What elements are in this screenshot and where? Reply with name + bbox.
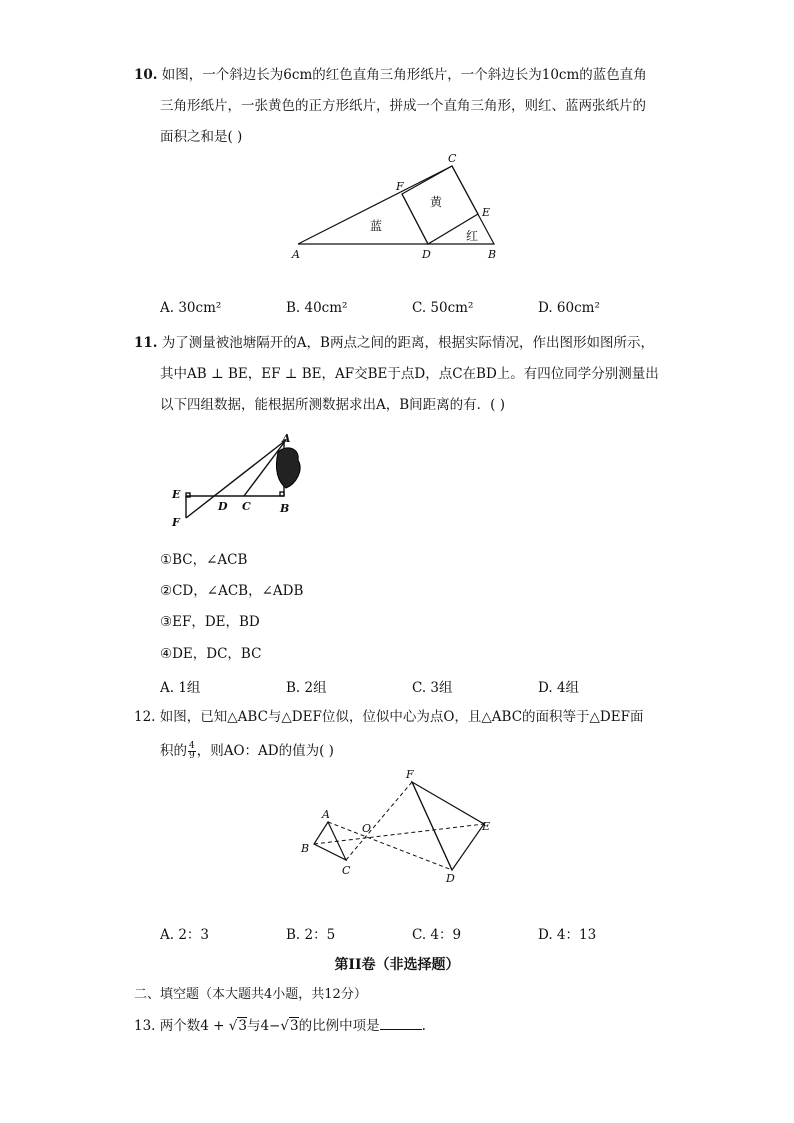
q12-text-2-post: ，则AO：AD的值为( ) (196, 743, 334, 759)
q12-label-b: B (301, 842, 310, 855)
q10-label-a: A (292, 248, 300, 261)
part2-title: 第II卷（非选择题） (334, 957, 460, 973)
q11-line1 (134, 334, 654, 352)
q13-line: 13. 两个数4 + √3与4−√3的比例中项是 . (134, 1018, 426, 1034)
section2-heading: 二、填空题（本大题共4小题，共12分） (134, 987, 367, 1002)
q10-number: 10. (134, 67, 158, 83)
q12-label-a: A (322, 808, 330, 821)
q13-text-mid: 与4− (246, 1018, 281, 1034)
q10-option-c[interactable]: C. 50cm² (412, 300, 474, 316)
q11-item-3: ③EF，DE，BD (160, 614, 260, 630)
q11-text-1: 为了测量被池塘隔开的A，B两点之间的距离，根据实际情况，作出图形如图所示， (161, 335, 654, 351)
q10-label-f: F (396, 180, 404, 193)
q12-label-f: F (406, 768, 414, 781)
q10-text-2: 三角形纸片，一张黄色的正方形纸片，拼成一个直角三角形，则红、蓝两张纸片的 (160, 98, 646, 114)
q11-label-b: B (280, 502, 290, 515)
q12-fraction-num: 4 (189, 741, 195, 751)
q13-text-pre: 两个数4 + (159, 1018, 229, 1034)
q10-blue-label: 蓝 (370, 219, 383, 233)
q12-line2 (160, 742, 334, 761)
q11-option-b[interactable]: B. 2组 (286, 680, 327, 696)
q11-text-2: 其中AB ⊥ BE，EF ⊥ BE，AF交BE于点D，点C在BD上。有四位同学分别测量出 (160, 366, 659, 382)
q10-option-b[interactable]: B. 40cm² (286, 300, 348, 316)
q12-option-d[interactable]: D. 4：13 (538, 927, 597, 943)
q10-label-d: D (422, 248, 431, 261)
q12-option-b[interactable]: B. 2：5 (286, 927, 336, 943)
q10-label-e: E (482, 206, 491, 219)
q10-label-c: C (448, 152, 457, 165)
q12-text-1: 如图，已知△ABC与△DEF位似，位似中心为点O，且△ABC的面积等于△DEF面 (159, 709, 644, 725)
q11-label-a: A (282, 432, 291, 445)
pond-shape (276, 448, 300, 488)
q11-number: 11. (134, 335, 158, 351)
q11-item-4: ④DE，DC，BC (160, 646, 262, 662)
q10-figure (280, 148, 520, 268)
q11-option-a[interactable]: A. 1组 (160, 680, 201, 696)
q12-option-c[interactable]: C. 4：9 (412, 927, 462, 943)
q11-option-d[interactable]: D. 4组 (538, 680, 580, 696)
q11-option-c[interactable]: C. 3组 (412, 680, 453, 696)
q13-number: 13. (134, 1018, 156, 1034)
q12-line1 (134, 708, 643, 726)
q12-text-2-pre: 积的 (160, 743, 187, 759)
q13-text-end: . (421, 1018, 426, 1034)
q13-text-post: 的比例中项是 (298, 1018, 380, 1034)
q12-fraction-den: 9 (189, 751, 195, 761)
q10-label-b: B (488, 248, 497, 261)
q10-text-3: 面积之和是( ) (160, 129, 243, 145)
q13-sqrt-2: 3 (289, 1018, 299, 1034)
q11-item-2: ②CD，∠ACB，∠ADB (160, 583, 304, 599)
q12-fraction (188, 742, 196, 761)
q13-answer-blank[interactable] (380, 1017, 422, 1030)
q11-text-3: 以下四组数据，能根据所测数据求出A，B间距离的有．( ) (160, 397, 505, 413)
q10-yellow-label: 黄 (430, 195, 443, 209)
q10-line1 (134, 66, 647, 84)
q12-number: 12. (134, 709, 156, 725)
q12-label-o: O (362, 822, 372, 835)
q12-label-c: C (342, 864, 351, 877)
q10-text-1: 如图，一个斜边长为6cm的红色直角三角形纸片，一个斜边长为10cm的蓝色直角 (161, 67, 647, 83)
q12-option-a[interactable]: A. 2：3 (160, 927, 210, 943)
q11-figure (168, 430, 318, 535)
q12-label-d: D (446, 872, 455, 885)
q12-label-e: E (482, 820, 491, 833)
q10-red-label: 红 (466, 229, 479, 243)
q13-sqrt-1: 3 (238, 1018, 247, 1034)
q11-label-c: C (242, 500, 251, 513)
q12-figure (296, 768, 506, 888)
q11-label-d: D (218, 500, 228, 513)
q11-label-f: F (172, 516, 180, 529)
q11-label-e: E (172, 488, 181, 501)
q10-option-d[interactable]: D. 60cm² (538, 300, 600, 316)
q10-option-a[interactable]: A. 30cm² (160, 300, 222, 316)
q11-item-1: ①BC，∠ACB (160, 552, 248, 568)
